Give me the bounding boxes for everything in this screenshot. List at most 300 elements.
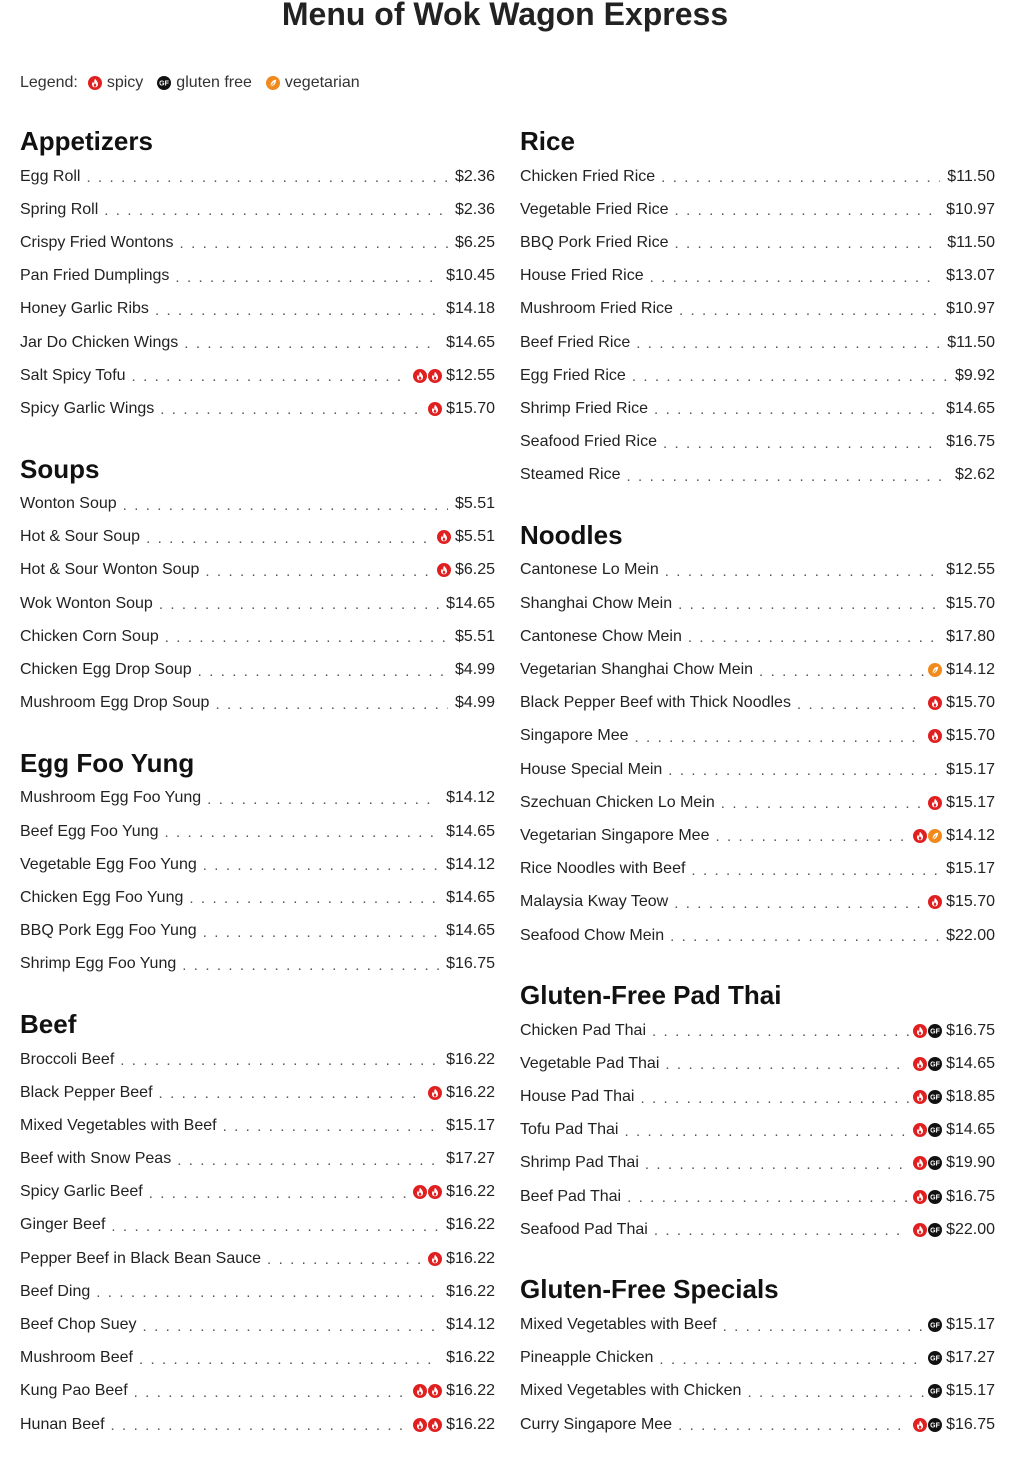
item-price: $2.36 [454,200,495,218]
gluten-free-icon [928,1384,942,1398]
gluten-free-icon [928,1351,942,1365]
spicy-icon [928,796,942,810]
menu-item [520,260,995,293]
dot-leader [175,269,439,286]
menu-item [520,392,995,425]
menu-item [20,1242,495,1275]
item-name: BBQ Pork Fried Rice [520,233,669,251]
dot-leader [665,1056,909,1073]
item-price: $16.75 [946,1021,995,1039]
item-price: $16.22 [446,1349,495,1367]
menu-item [520,886,995,919]
item-price: $10.45 [446,267,495,285]
item-name: Wok Wonton Soup [20,594,153,612]
dot-leader [674,895,924,912]
item-name: Mushroom Beef [20,1349,133,1367]
item-icons [928,1318,943,1332]
spicy-icon [928,729,942,743]
dot-leader [159,1085,425,1102]
menu-section [20,1005,495,1441]
dot-leader [111,1218,439,1235]
dot-leader [159,596,439,613]
svg-text:GF: GF [930,1355,940,1363]
menu-item [20,392,495,425]
item-icons [928,663,943,677]
menu-item [520,1342,995,1375]
menu-item [520,226,995,259]
gluten-free-icon [928,1418,942,1432]
item-price: $16.75 [946,433,995,451]
menu-item [20,1375,495,1408]
dot-leader [203,857,439,874]
menu-item [20,653,495,686]
spicy-icon [428,1252,442,1266]
menu-item [20,260,495,293]
spicy-icon [428,1384,442,1398]
menu-item [20,326,495,359]
menu-item [20,815,495,848]
item-name: Mixed Vegetables with Chicken [520,1382,742,1400]
item-name: Chicken Egg Foo Yung [20,888,184,906]
item-icons [913,1418,943,1432]
item-name: Chicken Egg Drop Soup [20,661,192,679]
spicy-icon [428,1185,442,1199]
legend-item-label: gluten free [176,74,252,91]
spicy-icon [913,1223,927,1237]
svg-text:GF: GF [930,1094,940,1102]
dot-leader [165,629,448,646]
item-name: Salt Spicy Tofu [20,366,126,384]
item-name: Vegetable Egg Foo Yung [20,855,197,873]
menu-item [520,160,995,193]
dot-leader [139,1351,439,1368]
item-name: Hot & Sour Wonton Soup [20,561,200,579]
item-icons [913,1223,943,1237]
item-price: $16.22 [446,1415,495,1433]
item-name: Steamed Rice [520,466,621,484]
svg-text:GF: GF [930,1028,940,1036]
menu-item [520,587,995,620]
item-name: Wonton Soup [20,495,117,513]
item-icons [413,1384,443,1398]
item-price: $5.51 [454,627,495,645]
item-price: $15.70 [446,399,495,417]
spicy-icon [88,76,102,90]
legend-item-spicy [88,74,143,92]
item-name: Cantonese Chow Mein [520,627,682,645]
menu-section [520,976,995,1246]
item-price: $14.12 [446,855,495,873]
svg-text:GF: GF [930,1227,940,1235]
menu-section [20,122,495,426]
gluten-free-icon [928,1190,942,1204]
item-price: $16.75 [946,1187,995,1205]
spicy-icon [413,1384,427,1398]
menu-item [20,521,495,554]
menu-item [20,1109,495,1142]
menu-item [20,915,495,948]
item-price: $10.97 [946,300,995,318]
item-name: Chicken Corn Soup [20,627,159,645]
menu-item [520,687,995,720]
item-price: $13.07 [946,267,995,285]
item-name: Ginger Beef [20,1216,106,1234]
spicy-icon [413,369,427,383]
menu-column-right [520,122,995,1465]
item-price: $16.75 [446,955,495,973]
vegetarian-icon [266,76,280,90]
dot-leader [627,468,948,485]
menu-section [20,450,495,720]
item-price: $16.22 [446,1249,495,1267]
item-price: $16.22 [446,1183,495,1201]
item-icons [913,1090,943,1104]
menu-item [20,587,495,620]
gluten-free-icon [928,1057,942,1071]
dot-leader [123,497,448,514]
item-price: $9.92 [954,366,995,384]
dot-leader [723,1318,925,1335]
item-name: Pan Fried Dumplings [20,267,170,285]
dot-leader [797,696,924,713]
menu-item [520,786,995,819]
dot-leader [650,269,939,286]
spicy-icon [428,402,442,416]
item-price: $16.75 [946,1415,995,1433]
item-name: Vegetarian Shanghai Chow Mein [520,661,754,679]
item-price: $15.17 [946,760,995,778]
spicy-icon [437,530,451,544]
menu-item [20,488,495,521]
item-name: Beef Pad Thai [520,1187,622,1205]
item-price: $15.17 [946,793,995,811]
dot-leader [670,928,939,945]
menu-item [520,293,995,326]
item-price: $6.25 [454,561,495,579]
dot-leader [654,1222,909,1239]
dot-leader [665,563,939,580]
dot-leader [146,530,433,547]
vegetarian-icon [928,829,942,843]
item-icons [428,1086,443,1100]
spicy-icon [913,1090,927,1104]
dot-leader [182,957,439,974]
dot-leader [205,563,433,580]
dot-leader [215,696,448,713]
legend [20,74,374,92]
item-name: Cantonese Lo Mein [520,561,659,579]
dot-leader [132,368,410,385]
spicy-icon [428,1086,442,1100]
dot-leader [679,302,939,319]
gluten-free-icon [928,1090,942,1104]
item-icons [928,729,943,743]
spicy-icon [413,1418,427,1432]
menu-item [20,620,495,653]
dot-leader [96,1284,439,1301]
gluten-free-icon [157,76,171,90]
spicy-icon [413,1185,427,1199]
menu-item [520,620,995,653]
item-name: House Fried Rice [520,267,644,285]
item-name: Seafood Pad Thai [520,1220,648,1238]
menu-item [520,819,995,852]
svg-text:GF: GF [930,1322,940,1330]
menu-section [20,744,495,981]
menu-item [20,1176,495,1209]
item-name: Hot & Sour Soup [20,528,141,546]
dot-leader [189,890,439,907]
dot-leader [180,235,448,252]
section-title: Beef [20,1008,77,1039]
dot-leader [111,1417,410,1434]
menu-item [20,881,495,914]
spicy-icon [428,1418,442,1432]
menu-item [520,753,995,786]
item-price: $14.12 [946,661,995,679]
item-name: Singapore Mee [520,727,629,745]
dot-leader [668,762,939,779]
item-price: $15.70 [946,694,995,712]
item-icons [913,1156,943,1170]
item-price: $18.85 [946,1088,995,1106]
item-price: $16.22 [446,1050,495,1068]
item-name: Black Pepper Beef with Thick Noodles [520,694,791,712]
dot-leader [721,795,924,812]
item-icons [413,1185,443,1199]
dot-leader [624,1123,909,1140]
item-name: BBQ Pork Egg Foo Yung [20,922,197,940]
dot-leader [645,1156,909,1173]
item-name: Curry Singapore Mee [520,1415,673,1433]
dot-leader [104,202,448,219]
item-name: Seafood Chow Mein [520,926,665,944]
item-icons [428,402,443,416]
spicy-icon [437,563,451,577]
item-name: Spicy Garlic Wings [20,399,155,417]
dot-leader [635,729,925,746]
item-price: $16.22 [446,1282,495,1300]
dot-leader [86,169,447,186]
gluten-free-icon [928,1024,942,1038]
item-price: $15.17 [446,1116,495,1134]
dot-leader [164,824,439,841]
section-title: Appetizers [20,126,153,156]
item-price: $14.65 [446,888,495,906]
item-name: Shrimp Pad Thai [520,1154,639,1172]
item-icons [913,1057,943,1071]
item-icons [437,530,452,544]
menu-column-left [20,122,495,1465]
item-price: $15.17 [946,860,995,878]
item-name: Malaysia Kway Teow [520,893,669,911]
item-icons [913,1024,943,1038]
item-icons [413,369,443,383]
gluten-free-icon [928,1156,942,1170]
menu-item [520,326,995,359]
item-icons [913,829,943,843]
dot-leader [143,1318,440,1335]
dot-leader [198,663,448,680]
item-price: $15.70 [946,893,995,911]
item-icons [928,1384,943,1398]
menu-item [20,1342,495,1375]
item-name: Crispy Fried Wontons [20,233,174,251]
menu-section [520,122,995,492]
svg-text:GF: GF [930,1422,940,1430]
dot-leader [134,1384,409,1401]
menu-item [520,193,995,226]
section-title: Rice [520,126,575,156]
legend-label: Legend: [20,74,78,91]
item-name: Egg Roll [20,167,81,185]
dot-leader [155,302,439,319]
item-price: $19.90 [946,1154,995,1172]
item-price: $14.12 [446,789,495,807]
item-price: $14.65 [946,1054,995,1072]
item-price: $17.80 [946,627,995,645]
item-price: $14.12 [946,826,995,844]
dot-leader [120,1052,439,1069]
legend-item-label: vegetarian [284,74,360,91]
item-icons [413,1418,443,1432]
item-name: Beef Egg Foo Yung [20,822,159,840]
menu-item [20,848,495,881]
menu-item [20,554,495,587]
item-name: Shrimp Egg Foo Yung [20,955,177,973]
vegetarian-icon [928,663,942,677]
dot-leader [747,1384,924,1401]
dot-leader [652,1023,909,1040]
dot-leader [759,663,924,680]
item-price: $15.70 [946,594,995,612]
item-name: Pepper Beef in Black Bean Sauce [20,1249,262,1267]
dot-leader [661,169,940,186]
gluten-free-icon [928,1123,942,1137]
item-name: Honey Garlic Ribs [20,300,149,318]
menu-item [20,1275,495,1308]
item-price: $16.22 [446,1382,495,1400]
menu-item [20,687,495,720]
item-price: $22.00 [946,926,995,944]
dot-leader [654,401,939,418]
menu-item [20,1076,495,1109]
section-title: Noodles [520,519,623,550]
section-title: Soups [20,453,100,484]
menu-item [520,1147,995,1180]
item-price: $15.17 [946,1316,995,1334]
dot-leader [674,235,940,252]
item-icons [437,563,452,577]
item-name: Vegetarian Singapore Mee [520,826,710,844]
legend-item-gluten-free [157,74,252,92]
menu-item [520,1081,995,1114]
item-icons [913,1123,943,1137]
item-price: $2.62 [954,466,995,484]
menu-item [520,554,995,587]
menu-section [520,516,995,952]
menu-item [20,160,495,193]
item-price: $14.65 [446,822,495,840]
menu-item [20,782,495,815]
item-price: $5.51 [454,495,495,513]
item-price: $5.51 [454,528,495,546]
dot-leader [659,1351,924,1368]
item-name: Chicken Pad Thai [520,1021,646,1039]
spicy-icon [913,1123,927,1137]
menu-item [520,720,995,753]
item-name: Beef Ding [20,1282,91,1300]
dot-leader [632,368,948,385]
item-name: Shrimp Fried Rice [520,399,649,417]
gluten-free-icon [928,1223,942,1237]
item-price: $10.97 [946,200,995,218]
item-name: Szechuan Chicken Lo Mein [520,793,715,811]
item-price: $14.18 [446,300,495,318]
dot-leader [177,1152,439,1169]
dot-leader [640,1090,909,1107]
item-name: Mushroom Egg Drop Soup [20,694,210,712]
menu-item [20,293,495,326]
item-price: $4.99 [454,661,495,679]
gluten-free-icon [928,1318,942,1332]
item-price: $17.27 [446,1150,495,1168]
section-title: Gluten-Free Specials [520,1274,779,1305]
item-icons [928,895,943,909]
menu-item [520,1114,995,1147]
item-icons [928,1351,943,1365]
item-price: $6.25 [454,233,495,251]
item-icons [913,1190,943,1204]
spicy-icon [913,829,927,843]
item-name: Egg Fried Rice [520,366,626,384]
svg-text:GF: GF [930,1389,940,1397]
item-price: $12.55 [946,561,995,579]
item-price: $16.22 [446,1083,495,1101]
dot-leader [223,1118,440,1135]
item-price: $11.50 [947,167,995,185]
menu-item [520,1308,995,1341]
menu-item [520,1180,995,1213]
item-name: House Special Mein [520,760,663,778]
item-price: $16.22 [446,1216,495,1234]
dot-leader [675,202,940,219]
item-name: Spicy Garlic Beef [20,1183,143,1201]
item-name: Seafood Fried Rice [520,433,657,451]
item-name: Mushroom Fried Rice [520,300,673,318]
menu-item [20,1408,495,1441]
dot-leader [715,828,909,845]
dot-leader [627,1189,909,1206]
item-name: Mushroom Egg Foo Yung [20,789,202,807]
spicy-icon [928,696,942,710]
item-price: $15.70 [946,727,995,745]
item-name: Vegetable Pad Thai [520,1054,660,1072]
item-price: $14.65 [446,333,495,351]
menu-item [520,1213,995,1246]
item-name: Black Pepper Beef [20,1083,153,1101]
menu-item [20,1043,495,1076]
item-price: $14.65 [446,922,495,940]
menu-title: Menu of Wok Wagon Express [281,0,729,32]
section-title: Egg Foo Yung [20,747,195,778]
dot-leader [184,335,439,352]
spicy-icon [913,1156,927,1170]
svg-text:GF: GF [159,80,170,88]
svg-text:GF: GF [930,1161,940,1169]
dot-leader [691,862,939,879]
dot-leader [149,1185,409,1202]
